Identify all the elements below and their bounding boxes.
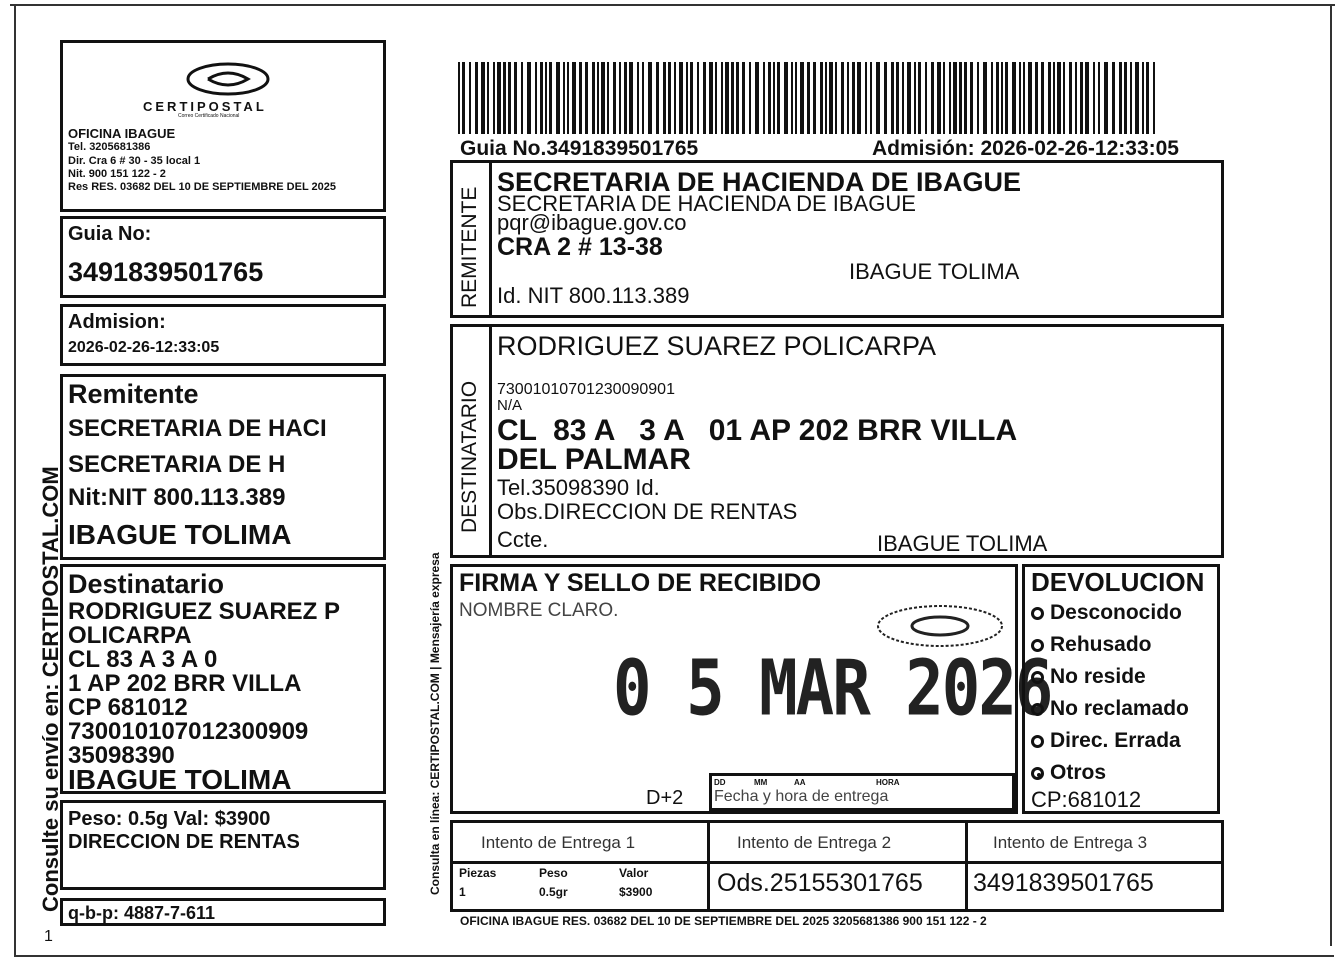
barcode-bar xyxy=(918,62,921,134)
left-remitente-nit: Nit:NIT 800.113.389 xyxy=(68,484,286,511)
guide-repeat: 3491839501765 xyxy=(973,869,1154,897)
barcode-bar xyxy=(800,62,804,134)
radio-icon[interactable] xyxy=(1031,735,1044,748)
barcode-bar xyxy=(1028,62,1032,134)
radio-icon[interactable] xyxy=(1031,671,1044,684)
barcode-bar xyxy=(784,62,788,134)
destinatario-address2: DEL PALMAR xyxy=(497,443,691,476)
intentos-vline-2 xyxy=(965,823,968,909)
barcode-bar xyxy=(1098,62,1100,134)
remitente-id: Id. NIT 800.113.389 xyxy=(497,283,690,308)
destinatario-tel: Tel.35098390 Id. xyxy=(497,475,660,500)
barcode-bar xyxy=(715,62,717,134)
destinatario-box xyxy=(450,324,1224,558)
barcode-bar xyxy=(493,62,495,134)
left-destinatario-line: 730010107012300909 xyxy=(68,718,309,745)
devolucion-box xyxy=(1022,564,1220,814)
date-field-box xyxy=(709,773,1015,811)
barcode-bar xyxy=(949,62,951,134)
barcode-bar xyxy=(865,62,867,134)
outer-border-top xyxy=(10,4,1335,6)
barcode-bar xyxy=(686,62,688,134)
barcode-bar xyxy=(697,62,699,134)
header-guia-value: 3491839501765 xyxy=(546,137,699,160)
devolucion-option-label: No reside xyxy=(1050,665,1146,688)
left-destinatario-line: IBAGUE TOLIMA xyxy=(68,764,292,794)
valor-value: $3900 xyxy=(619,885,653,899)
barcode-bar xyxy=(556,62,560,134)
barcode-bar xyxy=(1153,62,1155,134)
barcode-bar xyxy=(487,62,489,134)
barcode-bar xyxy=(820,62,823,134)
barcode-bar xyxy=(613,62,616,134)
barcode-bar xyxy=(763,62,765,134)
firma-title: FIRMA Y SELLO DE RECIBIDO xyxy=(459,569,822,597)
destinatario-obs: Obs.DIRECCION DE RENTAS xyxy=(497,499,798,524)
barcode-bar xyxy=(884,62,887,134)
barcode-bar xyxy=(870,62,872,134)
barcode-bar xyxy=(829,62,833,134)
radio-icon[interactable] xyxy=(1031,639,1044,652)
barcode-bar xyxy=(931,62,934,134)
barcode-bar xyxy=(1035,62,1038,134)
barcode-bar xyxy=(825,62,827,134)
left-destinatario-box xyxy=(60,564,386,794)
barcode-bar xyxy=(1053,62,1055,134)
radio-icon[interactable] xyxy=(1031,703,1044,716)
barcode-bar xyxy=(1075,62,1077,134)
devolucion-option-label: No reclamado xyxy=(1050,697,1189,720)
barcode-bar xyxy=(1069,62,1072,134)
barcode-bar xyxy=(896,62,899,134)
firma-box xyxy=(450,564,1052,814)
remitente-address: CRA 2 # 13-38 xyxy=(497,233,663,261)
code-line: q-b-p: 4887-7-611 xyxy=(68,903,216,923)
barcode-bar xyxy=(567,62,569,134)
barcode-bar xyxy=(458,62,460,134)
guia-box xyxy=(60,216,386,298)
d2-label: D+2 xyxy=(646,787,684,809)
devolucion-option-label: Direc. Errada xyxy=(1050,729,1181,752)
footer-line: OFICINA IBAGUE RES. 03682 DEL 10 DE SEPTIEMBRE DEL 2025 3205681386 900 151 122 - 2 xyxy=(460,914,987,928)
piezas-head: Piezas xyxy=(459,866,497,880)
intentos-vline-1 xyxy=(707,823,710,909)
side-consult-text-2: Consulta en línea: CERTIPOSTAL.COM | Mensajería expresa xyxy=(428,552,442,895)
barcode-bar xyxy=(852,62,855,134)
left-remitente-line1: SECRETARIA DE HACI xyxy=(68,415,327,442)
destinatario-address1: CL 83 A 3 A 01 AP 202 BRR VILLA xyxy=(497,414,1018,447)
devolucion-option xyxy=(1031,697,1189,721)
header-admision xyxy=(872,137,1179,161)
barcode-bar xyxy=(970,62,973,134)
radio-icon[interactable] xyxy=(1031,607,1044,620)
left-destinatario-line: OLICARPA xyxy=(68,622,192,649)
office-address: Dir. Cra 6 # 30 - 35 local 1 xyxy=(68,155,201,167)
devolucion-option xyxy=(1031,601,1182,625)
obs-line: DIRECCION DE RENTAS xyxy=(68,831,300,853)
barcode-bar xyxy=(629,62,633,134)
barcode-bar xyxy=(703,62,706,134)
barcode-bar xyxy=(1012,62,1016,134)
barcode-bar xyxy=(736,62,739,134)
intentos-hline xyxy=(453,861,1221,864)
delivery-stamp-date: 0 5 MAR 2026 xyxy=(613,645,1052,734)
barcode-bar xyxy=(1146,62,1149,134)
code-box xyxy=(60,898,386,926)
logo-wordmark: CERTIPOSTAL xyxy=(143,99,267,114)
devolucion-option-label: Desconocido xyxy=(1050,601,1182,624)
left-remitente-label: Remitente xyxy=(68,379,199,409)
barcode-bar xyxy=(937,62,941,134)
remitente-name2: SECRETARIA DE HACIENDA DE IBAGUE xyxy=(497,191,916,216)
destinatario-name: RODRIGUEZ SUAREZ POLICARPA xyxy=(497,331,937,361)
barcode-bar xyxy=(585,62,588,134)
barcode-bar xyxy=(768,62,771,134)
intento-label-3: Intento de Entrega 3 xyxy=(993,833,1148,852)
barcode-bar xyxy=(545,62,547,134)
barcode-bar xyxy=(656,62,659,134)
barcode-bar xyxy=(1048,62,1051,134)
barcode-bar xyxy=(497,62,501,134)
barcode-bar xyxy=(668,62,671,134)
peso-line: Peso: 0.5g Val: $3900 xyxy=(68,808,271,830)
barcode-bar xyxy=(527,62,531,134)
barcode-bar xyxy=(1135,62,1139,134)
header-admision-prefix: Admisión: xyxy=(872,137,981,160)
header-guia-prefix: Guia No. xyxy=(460,137,547,160)
barcode-bar xyxy=(1119,62,1122,134)
remitente-name: SECRETARIA DE HACIENDA DE IBAGUE xyxy=(497,167,1022,197)
date-head-aa: AA xyxy=(794,778,806,787)
barcode xyxy=(458,62,1158,134)
barcode-bar xyxy=(709,62,713,134)
devolucion-option xyxy=(1031,633,1152,657)
peso-value: 0.5gr xyxy=(539,885,568,899)
office-resolution: Res RES. 03682 DEL 10 DE SEPTIEMBRE DEL 2025 xyxy=(68,181,336,193)
barcode-bar xyxy=(731,62,734,134)
devolucion-option xyxy=(1031,761,1106,785)
barcode-bar xyxy=(514,62,517,134)
office-name: OFICINA IBAGUE xyxy=(68,126,176,141)
devolucion-cp: CP:681012 xyxy=(1031,787,1142,812)
left-remitente-city: IBAGUE TOLIMA xyxy=(68,519,292,550)
barcode-bar xyxy=(791,62,793,134)
devolucion-title: DEVOLUCION xyxy=(1031,567,1205,597)
piezas-value: 1 xyxy=(459,885,466,899)
barcode-bar xyxy=(755,62,759,134)
barcode-bar xyxy=(535,62,537,134)
peso-head: Peso xyxy=(539,866,568,880)
date-head-dd: DD xyxy=(714,778,726,787)
barcode-bar xyxy=(1093,62,1095,134)
company-header-box xyxy=(60,40,386,212)
barcode-bar xyxy=(876,62,880,134)
barcode-bar xyxy=(953,62,957,134)
devolucion-option xyxy=(1031,665,1146,689)
barcode-bar xyxy=(964,62,967,134)
barcode-bar xyxy=(721,62,723,134)
barcode-bar xyxy=(914,62,916,134)
barcode-bar xyxy=(540,62,543,134)
date-head-mm: MM xyxy=(754,778,768,787)
barcode-bar xyxy=(1001,62,1003,134)
stamp-logo-icon xyxy=(873,601,1008,651)
remitente-email: pqr@ibague.gov.co xyxy=(497,210,687,235)
barcode-bar xyxy=(891,62,894,134)
left-destinatario-line: 1 AP 202 BRR VILLA xyxy=(68,670,302,697)
ods-value: Ods.25155301765 xyxy=(717,869,923,897)
outer-border-bottom xyxy=(14,955,1334,957)
barcode-bar xyxy=(572,62,576,134)
barcode-bar xyxy=(1080,62,1083,134)
intentos-table xyxy=(450,820,1224,912)
left-destinatario-line: 35098390 xyxy=(68,742,175,769)
barcode-bar xyxy=(813,62,816,134)
barcode-bar xyxy=(1142,62,1144,134)
barcode-bar xyxy=(579,62,582,134)
intento-label-1: Intento de Entrega 1 xyxy=(481,833,636,852)
barcode-bar xyxy=(648,62,652,134)
barcode-bar xyxy=(563,62,565,134)
remitente-city: IBAGUE TOLIMA xyxy=(849,259,1020,284)
left-remitente-box xyxy=(60,374,386,560)
peso-box xyxy=(60,800,386,890)
barcode-bar xyxy=(674,62,676,134)
office-tel: Tel. 3205681386 xyxy=(68,141,151,153)
barcode-bar xyxy=(619,62,621,134)
guia-label: Guia No: xyxy=(68,223,152,245)
barcode-bar xyxy=(521,62,523,134)
barcode-bar xyxy=(925,62,927,134)
barcode-bar xyxy=(983,62,987,134)
remitente-box xyxy=(450,160,1224,318)
valor-head: Valor xyxy=(619,866,649,880)
devolucion-option-label: Rehusado xyxy=(1050,633,1152,656)
barcode-bar xyxy=(841,62,844,134)
left-remitente-line2: SECRETARIA DE H xyxy=(68,451,286,478)
left-destinatario-line: CL 83 A 3 A 0 xyxy=(68,646,218,673)
barcode-bar xyxy=(597,62,599,134)
certipostal-logo-icon xyxy=(178,61,278,101)
barcode-bar xyxy=(601,62,605,134)
radio-checked-icon[interactable] xyxy=(1031,767,1044,780)
barcode-bar xyxy=(637,62,639,134)
date-caption: Fecha y hora de entrega xyxy=(714,788,889,805)
destinatario-code: 73001010701230090901 xyxy=(497,381,675,398)
barcode-bar xyxy=(977,62,979,134)
barcode-bar xyxy=(690,62,693,134)
left-destinatario-line: CP 681012 xyxy=(68,694,188,721)
barcode-bar xyxy=(847,62,849,134)
barcode-bar xyxy=(642,62,644,134)
header-admision-value: 2026-02-26-12:33:05 xyxy=(980,137,1179,160)
remitente-tab-divider xyxy=(489,163,492,315)
date-head-hora: HORA xyxy=(876,778,900,787)
barcode-bar xyxy=(1085,62,1089,134)
barcode-bar xyxy=(773,62,775,134)
admision-label: Admision: xyxy=(68,311,166,333)
barcode-bar xyxy=(943,62,945,134)
barcode-bar xyxy=(469,62,471,134)
barcode-bar xyxy=(907,62,911,134)
devolucion-option xyxy=(1031,729,1181,753)
office-nit: Nit. 900 151 122 - 2 xyxy=(68,168,166,180)
barcode-bar xyxy=(1019,62,1021,134)
barcode-bar xyxy=(1041,62,1044,134)
admision-value: 2026-02-26-12:33:05 xyxy=(68,339,220,356)
barcode-bar xyxy=(475,62,478,134)
barcode-bar xyxy=(462,62,465,134)
barcode-bar xyxy=(549,62,552,134)
barcode-bar xyxy=(1023,62,1025,134)
barcode-bar xyxy=(1057,62,1061,134)
devolucion-option-label: Otros xyxy=(1050,761,1107,784)
barcode-bar xyxy=(902,62,904,134)
destinatario-tab-divider xyxy=(489,327,492,555)
barcode-bar xyxy=(857,62,861,134)
barcode-bar xyxy=(795,62,797,134)
intento-label-2: Intento de Entrega 2 xyxy=(737,833,892,852)
admision-box xyxy=(60,304,386,366)
barcode-bar xyxy=(1112,62,1115,134)
barcode-bar xyxy=(1130,62,1132,134)
barcode-bar xyxy=(679,62,683,134)
outer-border-left xyxy=(14,6,16,956)
barcode-bar xyxy=(959,62,962,134)
barcode-bar xyxy=(991,62,993,134)
barcode-bar xyxy=(742,62,745,134)
barcode-bar xyxy=(1063,62,1065,134)
barcode-bar xyxy=(503,62,506,134)
destinatario-ccte: Ccte. xyxy=(497,527,549,552)
barcode-bar xyxy=(1104,62,1108,134)
barcode-bar xyxy=(592,62,595,134)
destinatario-na: N/A xyxy=(497,397,523,414)
firma-nombre: NOMBRE CLARO. xyxy=(459,600,619,621)
barcode-bar xyxy=(777,62,780,134)
guia-value: 3491839501765 xyxy=(68,257,264,287)
barcode-bar xyxy=(508,62,511,134)
barcode-bar xyxy=(835,62,837,134)
header-guia xyxy=(460,137,698,161)
barcode-bar xyxy=(663,62,666,134)
barcode-bar xyxy=(807,62,810,134)
barcode-bar xyxy=(624,62,627,134)
destinatario-city: IBAGUE TOLIMA xyxy=(877,531,1048,556)
left-destinatario-line: RODRIGUEZ SUAREZ P xyxy=(68,598,341,625)
barcode-bar xyxy=(1124,62,1127,134)
barcode-bar xyxy=(749,62,751,134)
logo-tagline: Correo Certificado Nacional xyxy=(178,113,240,119)
side-consult-text: Consulte su envío en: CERTIPOSTAL.COM xyxy=(38,466,63,912)
outer-border-right xyxy=(1330,6,1332,946)
barcode-bar xyxy=(996,62,999,134)
barcode-bar xyxy=(1005,62,1008,134)
barcode-bar xyxy=(725,62,729,134)
barcode-bar xyxy=(607,62,609,134)
left-destinatario-label: Destinatario xyxy=(68,569,225,599)
remitente-tab-label: REMITENTE xyxy=(458,186,481,308)
marker-number: 1 xyxy=(44,928,53,945)
destinatario-tab-label: DESTINATARIO xyxy=(458,380,481,533)
barcode-bar xyxy=(481,62,485,134)
